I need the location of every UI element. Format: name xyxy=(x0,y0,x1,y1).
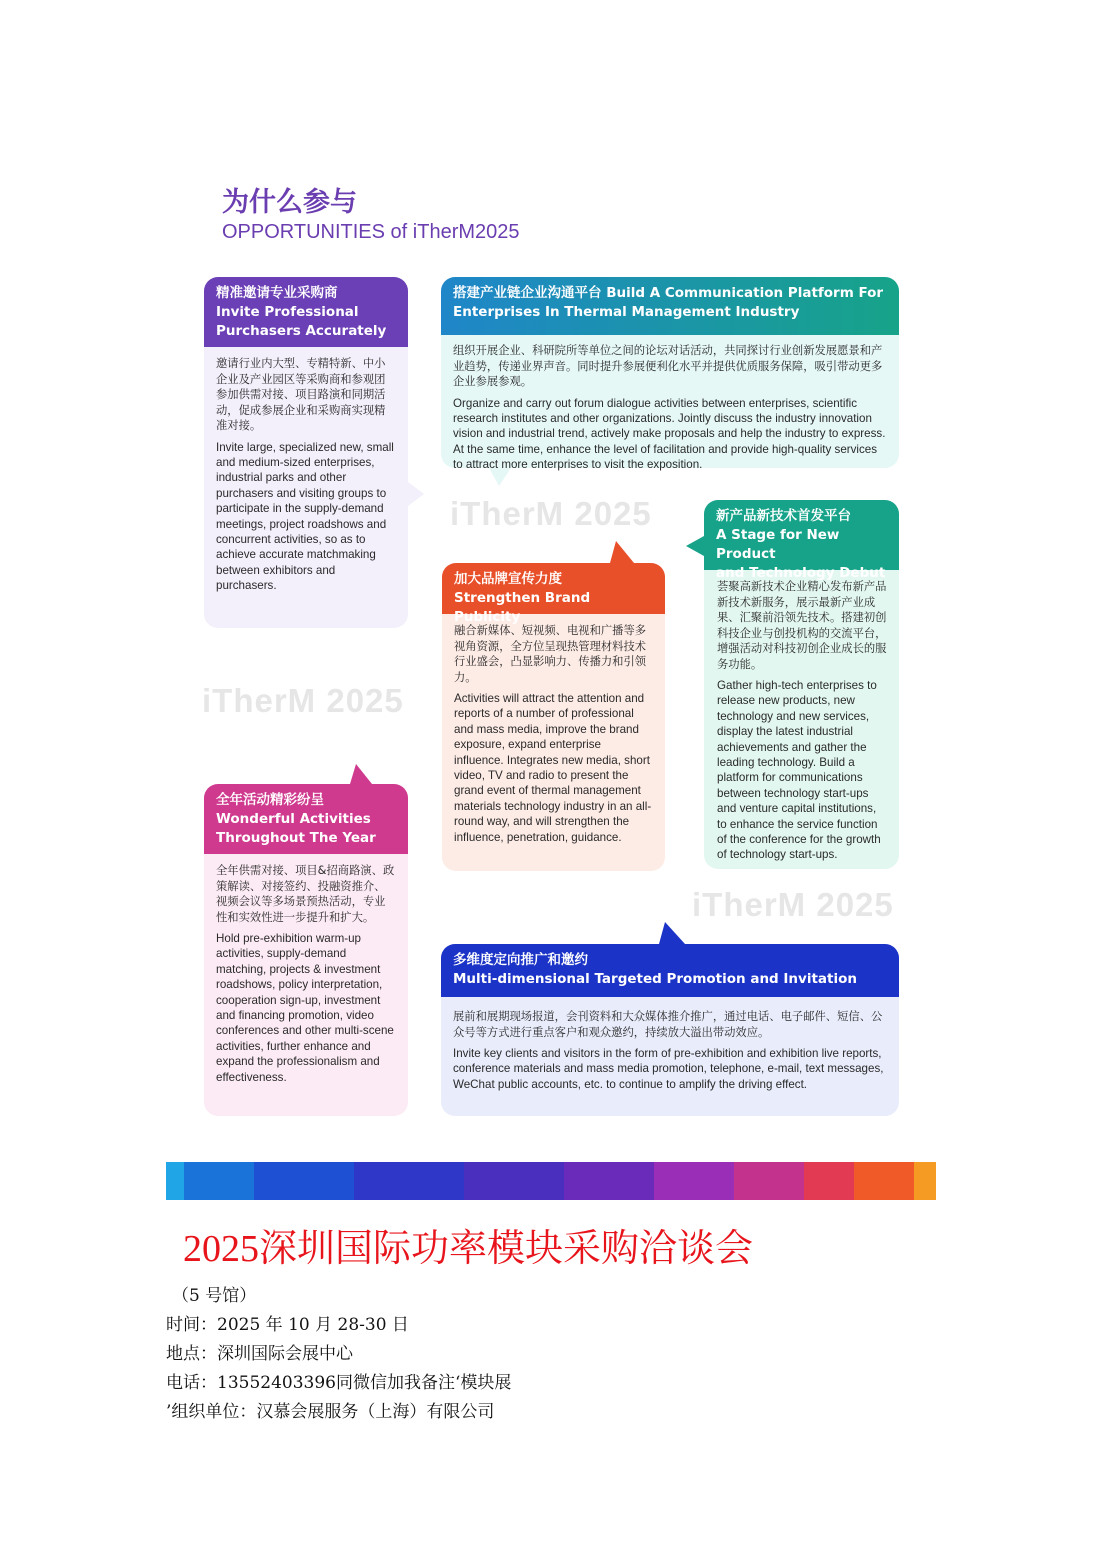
card-text-en: Gather high-tech enterprises to release new products, new technology and new services, display the latest industrial achievements and gather the leading technology. Build a platform for communications between technology start-ups and venture capital institutions, to enhance the service function of the conference for the growth of technology start-ups. xyxy=(717,679,881,862)
event-place: 地点：深圳国际会展中心 xyxy=(166,1344,353,1364)
event-title: 2025深圳国际功率模块采购洽谈会 xyxy=(183,1228,754,1270)
watermark-logo: iTherM 2025 xyxy=(202,682,404,719)
speech-tail xyxy=(350,764,372,784)
card-heading: 新产品新技术首发平台 A Stage for New Product and Technology Debut xyxy=(704,500,899,570)
card-heading: 精准邀请专业采购商 Invite Professional Purchasers Accurately xyxy=(204,277,408,347)
card-new-product-debut xyxy=(704,500,899,869)
card-text-cn: 邀请行业内大型、专精特新、中小企业及产业园区等采购商和参观团参加供需对接、项目路演和同期活动，促成参展企业和采购商实现精准对接。 xyxy=(216,357,386,432)
decorative-color-strip xyxy=(166,1162,936,1200)
card-text-cn: 荟聚高新技术企业精心发布新产品新技术新服务，展示最新产业成果、汇聚前沿领先技术。搭建初创科技企业与创投机构的交流平台，增强活动对科技初创企业成长的服务功能。 xyxy=(717,580,887,671)
speech-tail xyxy=(686,536,704,556)
card-brand-publicity xyxy=(442,563,665,871)
card-communication-platform xyxy=(441,277,899,472)
card-text-en: Hold pre-exhibition warm-up activities, supply-demand matching, projects & investment roadshows, policy interpretation, cooperation sign-up, investment and financing promotion, video conferences and other multi-scene activities, further enhance and expand the professionalism and effectiveness. xyxy=(216,932,394,1084)
card-text-cn: 全年供需对接、项目&招商路演、政策解读、对接签约、投融资推介、视频会议等多场景预热活动，专业性和实效性进一步提升和扩大。 xyxy=(216,864,395,924)
event-phone: 电话：13552403396同微信加我备注‘模块展 xyxy=(166,1373,512,1393)
card-wonderful-activities xyxy=(204,784,408,1116)
card-text-cn: 组织开展企业、科研院所等单位之间的论坛对话活动，共同探讨行业创新发展愿景和产业趋势，传递业界声音。同时提升参展便利化水平并提供优质服务保障，吸引带动更多企业参展参观。 xyxy=(453,344,883,388)
card-heading: 搭建产业链企业沟通平台 Build A Communication Platform For Enterprises In Thermal Management Industry xyxy=(441,277,899,335)
card-targeted-promotion xyxy=(441,944,899,1116)
card-heading: 加大品牌宣传力度 Strengthen Brand Publicity xyxy=(442,563,665,614)
watermark-logo: iTherM 2025 xyxy=(450,495,652,532)
event-hall: （5 号馆） xyxy=(172,1286,257,1306)
watermark-logo: iTherM 2025 xyxy=(692,886,894,923)
section-title-en: OPPORTUNITIES of iTherM2025 xyxy=(222,221,520,243)
card-text-en: Invite large, specialized new, small and medium-sized enterprises, industrial parks and other purchasers and visiting groups to participate in the supply-demand meetings, project roadshows and concurrent activities, so as to achieve accurate matchmaking between exhibitors and purchasers. xyxy=(216,440,394,593)
event-organizer: ’组织单位：汉慕会展服务（上海）有限公司 xyxy=(166,1402,495,1422)
event-time: 时间：2025 年 10 月 28-30 日 xyxy=(166,1315,409,1335)
speech-tail xyxy=(408,482,424,506)
speech-tail xyxy=(489,468,511,486)
card-heading: 多维度定向推广和邀约 Multi-dimensional Targeted Promotion and Invitation xyxy=(441,944,899,997)
card-text-en: Activities will attract the attention and reports of a number of professional and mass media, improve the brand exposure, expand enterprise influence. Integrates new media, short video, TV and radio to present the grand event of thermal management materials technology industry in an all-round way, and will strengthen the influence, penetration, guidance. xyxy=(454,692,652,844)
speech-tail xyxy=(610,541,634,563)
section-title-cn: 为什么参与 xyxy=(222,187,357,218)
card-text-en: Invite key clients and visitors in the form of pre-exhibition and exhibition live reports, conference materials and mass media promotion, telephone, e-mail, text messages, WeChat public accounts, etc. to continue to amplify the driving effect. xyxy=(453,1047,884,1091)
card-text-cn: 展前和展期现场报道，会刊资料和大众媒体推介推广，通过电话、电子邮件、短信、公众号等方式进行重点客户和观众邀约，持续放大溢出带动效应。 xyxy=(453,1010,883,1039)
card-text-en: Organize and carry out forum dialogue activities between enterprises, scientific research institutes and other organizations. Jointly discuss the industry innovation vision and industrial trend, actively make proposals and help the industry to express. At the same time, enhance the level of facilitation and provide high-quality services to attract more enterprises to visit the exposition. xyxy=(453,396,886,472)
card-heading: 全年活动精彩纷呈 Wonderful Activities Throughout The Year xyxy=(204,784,408,854)
speech-tail xyxy=(659,922,685,944)
card-text-cn: 融合新媒体、短视频、电视和广播等多视角资源，全方位呈现热管理材料技术行业盛会，凸显影响力、传播力和引领力。 xyxy=(454,624,647,684)
card-invite-purchasers xyxy=(204,277,408,628)
